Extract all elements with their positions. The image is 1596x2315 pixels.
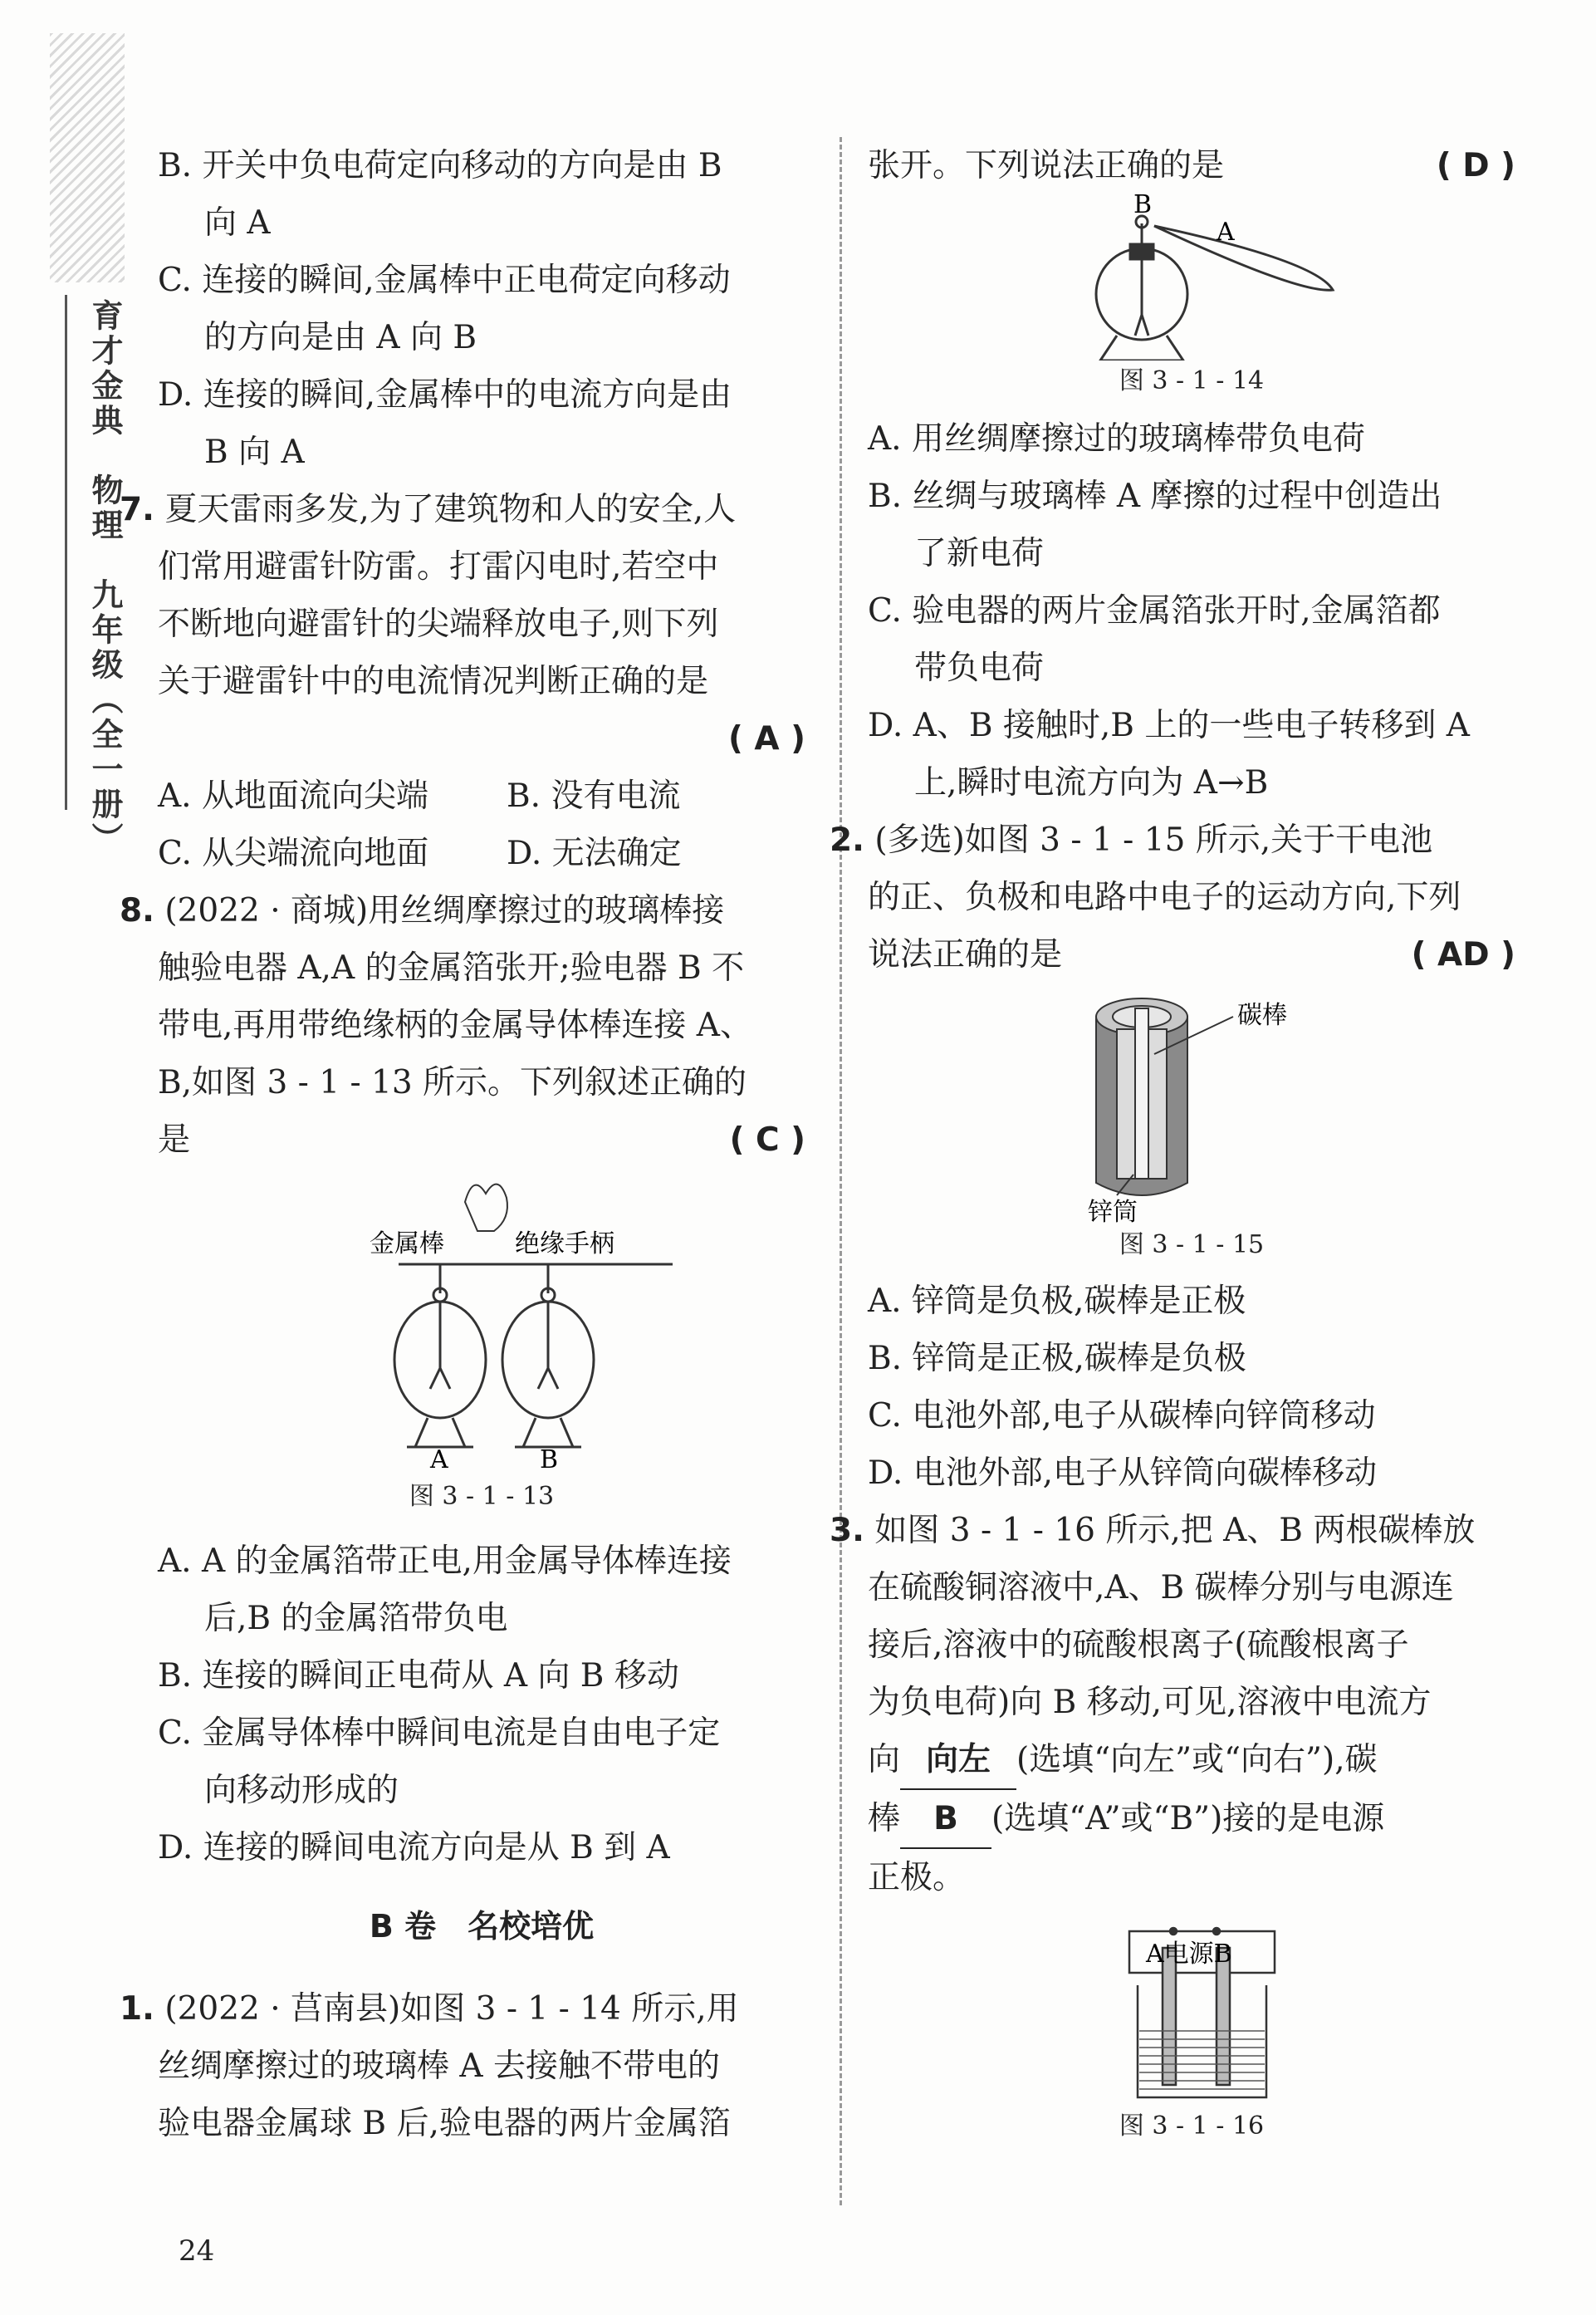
q6-option-c: C. 连接的瞬间,金属棒中正电荷定向移动 xyxy=(158,262,731,299)
b2-option-b: B. 锌筒是正极,碳棒是负极 xyxy=(868,1340,1246,1377)
b1-option-b: B. 丝绸与玻璃棒 A 摩擦的过程中创造出 xyxy=(868,478,1442,515)
figure-3-1-13 xyxy=(158,1169,805,1468)
page-number: 24 xyxy=(179,2234,215,2268)
q7-option-a: A. 从地面流向尖端 xyxy=(158,777,428,815)
q7-option-c: C. 从尖端流向地面 xyxy=(158,835,429,872)
label-power-supply: A电源B xyxy=(1146,1940,1232,1969)
b2-option-a: A. 锌筒是负极,碳棒是正极 xyxy=(868,1283,1246,1320)
figure-3-1-15 xyxy=(868,983,1515,1224)
label-insulating-handle: 绝缘手柄 xyxy=(515,1229,614,1258)
b1-answer: ( D ) xyxy=(1436,147,1515,184)
label-zinc-can: 锌筒 xyxy=(1088,1198,1138,1224)
dry-cell-figure xyxy=(868,983,1515,1224)
answer-blank-2: B xyxy=(900,1790,991,1849)
label-b: B xyxy=(1133,194,1153,219)
left-column: B. 开关中负电荷定向移动的方向是由 B 向 A C. 连接的瞬间,金属棒中正电荷定向移动 的方向是由 A 向 B D. 连接的瞬间,金属棒中的电流方向是由 B 向 A 7. 夏天雷雨多发,为了建筑物和人的安全,人 们常用避雷针防雷。打雷闪电时,若空中 不断地向避雷针的尖端释放电子,则下列 关于避雷针中的电流情况判断正确的是 ( A ) A. 从地面流向尖端 B. 没有电流 C. 从尖端流向地面 D. 无法确定 8. (2022 · 商城)用丝绸摩擦过的玻璃棒接 触验电器 A,A 的金属箔张开;验电器 B 不 带电,再用带绝缘柄的金属导体棒连接 A、 B,如图 3 - 1 - 13 所示。下列叙述正确的 是 ( C ) 金属棒 绝缘手柄 A B 图 3 - 1 - 13 A. A 的金属箔带正电,用金属导体棒连接 后,B 的金属箔带负电 B. 连接的瞬间正电荷从 A 向 B 移动 C. 金属导体棒中瞬间电流是自由电子定 向移动形成的 D. 连接的瞬间电流方向是从 B 到 A B 卷 名校培优 1. (2022 · 莒南县)如图 3 - 1 - 14 所示,用 丝绸摩擦过的玻璃棒 A 去接触不带电的 验电器金属球 B 后,验电器的两片金属箔 xyxy=(158,137,805,2152)
column-divider xyxy=(840,137,842,2205)
book-title: 育才金典 物理 九年级（全一册） xyxy=(86,299,124,857)
answer-blank-1: 向左 xyxy=(900,1731,1016,1790)
b2-answer: ( AD ) xyxy=(1411,936,1515,974)
b1-option-d: D. A、B 接触时,B 上的一些电子转移到 A xyxy=(868,707,1470,744)
q8-option-a: A. A 的金属箔带正电,用金属导体棒连接 xyxy=(158,1543,732,1580)
b1-option-a: A. 用丝绸摩擦过的玻璃棒带负电荷 xyxy=(868,420,1365,458)
caption-3-1-13: 图 3 - 1 - 13 xyxy=(409,1482,555,1511)
label-a: A xyxy=(1217,218,1235,247)
b1-stem-continued: 张开。下列说法正确的是 ( D ) xyxy=(868,137,1515,194)
b2-option-c: C. 电池外部,电子从碳棒向锌筒移动 xyxy=(868,1397,1376,1435)
q8-option-b: B. 连接的瞬间正电荷从 A 向 B 移动 xyxy=(158,1657,679,1695)
caption-3-1-16: 图 3 - 1 - 16 xyxy=(1119,2111,1265,2141)
q7-answer: ( A ) xyxy=(728,720,805,758)
q7-option-b: B. 没有电流 xyxy=(507,777,681,815)
label-a: A xyxy=(430,1445,448,1468)
figure-3-1-16 xyxy=(868,1923,1515,2106)
b1-option-c: C. 验电器的两片金属箔张开时,金属箔都 xyxy=(868,592,1441,630)
decorative-hatch xyxy=(50,33,125,282)
b1-stem: 1. (2022 · 莒南县)如图 3 - 1 - 14 所示,用 xyxy=(120,1990,739,2028)
electroscope-pair-figure xyxy=(158,1169,805,1468)
electroscope-glass-rod-figure xyxy=(868,194,1515,360)
b2-stem: 2. (多选)如图 3 - 1 - 15 所示,关于干电池 xyxy=(830,822,1433,859)
q8-option-c: C. 金属导体棒中瞬间电流是自由电子定 xyxy=(158,1714,721,1752)
q8-answer: ( C ) xyxy=(729,1121,805,1159)
q8-stem: 8. (2022 · 商城)用丝绸摩擦过的玻璃棒接 xyxy=(120,892,725,929)
label-metal-rod: 金属棒 xyxy=(370,1229,444,1258)
label-b: B xyxy=(540,1445,559,1468)
label-carbon-rod: 碳棒 xyxy=(1237,1001,1287,1030)
q7-option-d: D. 无法确定 xyxy=(507,835,682,872)
b3-stem: 3. 如图 3 - 1 - 16 所示,把 A、B 两根碳棒放 xyxy=(830,1512,1476,1549)
figure-3-1-14 xyxy=(868,194,1515,360)
q6-option-d: D. 连接的瞬间,金属棒中的电流方向是由 xyxy=(158,376,732,414)
q8-option-d: D. 连接的瞬间电流方向是从 B 到 A xyxy=(158,1829,670,1866)
electrolysis-figure xyxy=(868,1923,1515,2106)
q7-stem: 7. 夏天雷雨多发,为了建筑物和人的安全,人 xyxy=(120,491,737,528)
right-column: 张开。下列说法正确的是 ( D ) B A 图 3 - 1 - 14 A. 用丝绸摩擦过的玻璃棒带负电荷 B. 丝绸与玻璃棒 A 摩擦的过程中创造出 了新电荷 C. 验电器的两片金属箔张开时,金属箔都 带负电荷 D. A、B 接触时,B 上的一些电子转移到 A 上,瞬时电流方向为 A→B 2. (多选)如图 3 - 1 - 15 所示,关于干电池 的正、负极和电路中电子的运动方向,下列 说法正确的是 ( AD ) 碳棒 锌筒 图 3 - 1 - 15 A. 锌筒是负极,碳棒是正极 B. 锌筒是正极,碳棒是负极 C. 电池外部,电子从碳棒向锌筒移动 D. 电池外部,电子从锌筒向碳棒移动 3. 如图 3 - 1 - 16 所示,把 A、B 两根碳棒放 在硫酸铜溶液中,A、B 碳棒分别与电源连 接后,溶液中的硫酸根离子(硫酸根离子 为负电荷)向 B 移动,可见,溶液中电流方 向 向左 (选填“向左”或“向右”),碳 棒 B (选填“A”或“B”)接的是电源 正极。 A电源B 图 3 - 1 - 16 xyxy=(868,137,1515,2147)
caption-3-1-14: 图 3 - 1 - 14 xyxy=(1119,366,1265,395)
caption-3-1-15: 图 3 - 1 - 15 xyxy=(1119,1230,1265,1259)
section-title: B 卷 名校培优 xyxy=(369,1908,595,1945)
b2-option-d: D. 电池外部,电子从锌筒向碳棒移动 xyxy=(868,1454,1378,1492)
q6-option-b: B. 开关中负电荷定向移动的方向是由 B xyxy=(158,147,722,184)
